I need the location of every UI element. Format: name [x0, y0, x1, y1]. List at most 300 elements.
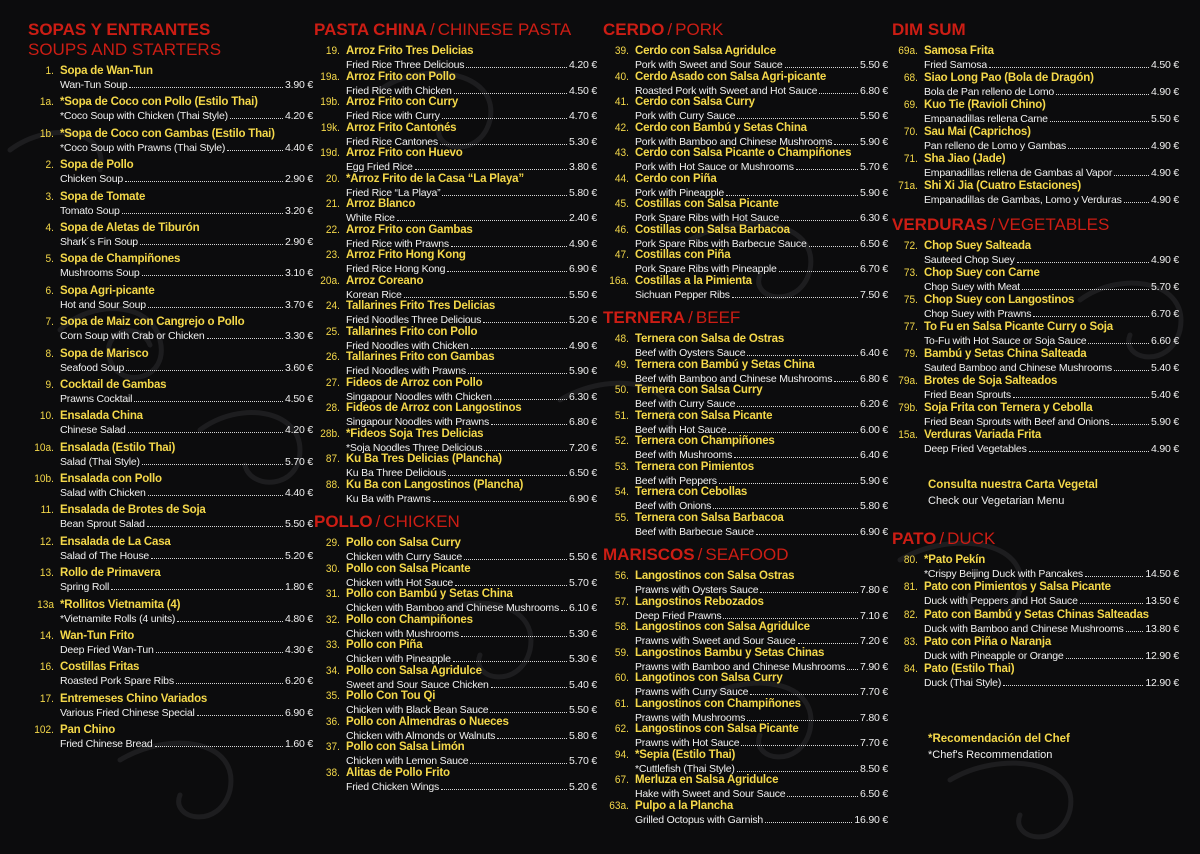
- menu-item: [603, 223, 888, 249]
- item-price: 3.60 €: [285, 361, 313, 374]
- item-description-row: [60, 612, 313, 626]
- item-title: *Sopa de Coco con Gambas (Estilo Thai): [60, 127, 275, 140]
- dotted-leader: [142, 464, 283, 465]
- item-description-row: [924, 649, 1179, 663]
- item-price: 14.50 €: [1145, 568, 1179, 580]
- item-price: 4.40 €: [285, 141, 313, 154]
- dotted-leader: [1085, 576, 1143, 577]
- menu-item: [28, 441, 313, 472]
- item-title: *Fideos Soja Tres Delicias: [346, 427, 484, 440]
- item-title: Ensalada con Pollo: [60, 473, 162, 486]
- item-price: 2.40 €: [569, 212, 597, 224]
- item-title: Langostinos Bambu y Setas Chinas: [635, 646, 825, 659]
- section-title: VERDURAS / VEGETABLES: [892, 215, 1110, 234]
- section-title: PASTA CHINA / CHINESE PASTA: [314, 20, 572, 39]
- item-title: Ensalada de La Casa: [60, 535, 171, 548]
- item-description-row: [60, 204, 313, 218]
- menu-item: [603, 722, 888, 748]
- item-title: Pato (Estilo Thai): [924, 663, 1015, 676]
- item-description-row: [60, 361, 313, 375]
- item-number: 63a.: [609, 799, 629, 812]
- item-price: 6.40 €: [860, 347, 888, 359]
- section-title: POLLO / CHICKEN: [314, 512, 460, 531]
- dotted-leader: [723, 618, 858, 619]
- item-title: Siao Long Pao (Bola de Dragón): [924, 72, 1094, 84]
- item-description-row: [60, 580, 313, 594]
- dotted-leader: [125, 181, 283, 182]
- item-number: 88.: [325, 478, 340, 491]
- item-number: 39.: [614, 45, 629, 57]
- dotted-leader: [713, 508, 858, 509]
- menu-items: [603, 569, 888, 824]
- menu-item: [28, 629, 313, 660]
- item-number: 60.: [614, 672, 629, 684]
- item-title: Pollo con Champiñones: [346, 613, 473, 626]
- item-number: 15a.: [898, 429, 918, 441]
- item-description: Singapour Noodles with Prawns: [346, 416, 490, 428]
- item-title: Ternera con Bambú y Setas China: [635, 358, 815, 371]
- dotted-leader: [785, 67, 858, 68]
- item-description-row: [60, 486, 313, 500]
- item-number: 71a.: [898, 180, 918, 192]
- item-price: 2.90 €: [285, 235, 313, 248]
- item-title: Sopa de Champiñones: [60, 253, 181, 266]
- item-price: 6.20 €: [285, 675, 313, 688]
- dotted-leader: [750, 694, 858, 695]
- item-number: 27.: [325, 376, 340, 389]
- item-description: Spring Roll: [60, 581, 110, 594]
- dotted-leader: [1003, 685, 1143, 686]
- item-title: Sha Jiao (Jade): [924, 153, 1006, 165]
- menu-item: [314, 121, 597, 147]
- menu-item: [28, 503, 313, 534]
- item-description: Roasted Pork with Sweet and Hot Sauce: [635, 84, 818, 97]
- dotted-leader: [453, 661, 567, 662]
- item-price: 3.90 €: [285, 79, 313, 91]
- menu-item: [28, 221, 313, 252]
- menu-item: [892, 239, 1179, 266]
- item-title: Cerdo con Salsa Picante o Champiñones: [635, 147, 852, 159]
- menu-item: [892, 44, 1179, 71]
- item-price: 5.70 €: [569, 576, 597, 589]
- menu-item: [314, 638, 597, 664]
- item-title: Costillas con Salsa Picante: [635, 198, 779, 210]
- item-number: 9.: [45, 378, 54, 391]
- dotted-leader: [451, 246, 567, 247]
- menu-item: [603, 697, 888, 723]
- menu-item: [603, 620, 888, 646]
- menu-item: [603, 485, 888, 511]
- dotted-leader: [756, 534, 858, 535]
- menu-item: [28, 692, 313, 723]
- section-duck: [892, 529, 1179, 763]
- item-title: Pollo con Salsa Picante: [346, 562, 471, 575]
- item-number: 45.: [614, 198, 629, 210]
- item-title: Shi Xi Jia (Cuatro Estaciones): [924, 180, 1081, 192]
- item-description: Seafood Soup: [60, 361, 125, 374]
- item-number: 77.: [903, 321, 918, 333]
- menu-item: [892, 428, 1179, 455]
- section-title-en: BEEF: [695, 308, 741, 327]
- dotted-leader: [497, 738, 567, 739]
- menu-items: [603, 332, 888, 536]
- item-price: 6.30 €: [860, 212, 888, 224]
- item-description: Grilled Octopus with Garnish: [635, 813, 764, 826]
- dotted-leader: [207, 338, 283, 339]
- menu-item: [28, 566, 313, 597]
- dotted-leader: [197, 715, 283, 716]
- menu-item: [603, 773, 888, 799]
- item-description-row: [346, 492, 597, 506]
- dotted-leader: [747, 720, 858, 721]
- item-number: 13.: [39, 567, 54, 580]
- column-1: [28, 20, 313, 764]
- item-description: Pork with Sweet and Sour Sauce: [635, 59, 783, 71]
- item-price: 5.80 €: [860, 500, 888, 512]
- menu-item: [892, 320, 1179, 347]
- item-description: Empanadillas rellena Carne: [924, 113, 1048, 125]
- dotted-leader: [148, 307, 283, 308]
- dotted-leader: [726, 195, 858, 196]
- item-price: 7.90 €: [860, 660, 888, 673]
- item-price: 5.20 €: [285, 549, 313, 562]
- menu-item: [314, 350, 597, 376]
- item-price: 8.50 €: [860, 762, 888, 775]
- item-description-row: [924, 253, 1179, 267]
- item-number: 1a.: [39, 96, 54, 109]
- item-number: 49.: [614, 358, 629, 371]
- dotted-leader: [129, 87, 283, 88]
- vegetarian-note-en: Check our Vegetarian Menu: [928, 495, 1065, 507]
- item-price: 12.90 €: [1145, 677, 1179, 690]
- item-title: Ku Ba con Langostinos (Plancha): [346, 478, 524, 491]
- item-description: Salad with Chicken: [60, 487, 146, 500]
- item-number: 6.: [45, 284, 54, 297]
- item-price: 6.50 €: [860, 788, 888, 800]
- dotted-leader: [1056, 94, 1149, 95]
- menu-item: [603, 44, 888, 70]
- item-description: Duck with Pineapple or Orange: [924, 649, 1064, 662]
- item-number: 53.: [614, 460, 629, 473]
- item-description: Pork Spare Ribs with Pineapple: [635, 263, 777, 275]
- menu-item: [28, 315, 313, 346]
- dotted-leader: [148, 495, 283, 496]
- item-description: Fried Chicken Wings: [346, 780, 440, 793]
- menu-item: [603, 332, 888, 358]
- item-price: 4.90 €: [1151, 167, 1179, 179]
- section-chicken: [314, 512, 597, 791]
- item-description-row: [924, 567, 1179, 581]
- menu-item: [28, 378, 313, 409]
- dotted-leader: [796, 169, 858, 170]
- item-number: 73.: [903, 267, 918, 279]
- item-title: Costillas Fritas: [60, 661, 140, 674]
- menu-item: [603, 799, 888, 825]
- section-title: [892, 20, 1179, 40]
- item-description: Fried Samosa: [924, 59, 987, 71]
- item-price: 7.70 €: [860, 737, 888, 749]
- item-description: Chicken with Bamboo and Chinese Mushrooms: [346, 602, 559, 614]
- item-description: Ku Ba with Prawns: [346, 492, 431, 505]
- item-description: Pork with Curry Sauce: [635, 110, 736, 122]
- section-seafood: [603, 545, 888, 824]
- item-price: 6.00 €: [860, 423, 888, 436]
- item-price: 7.80 €: [860, 584, 888, 596]
- menu-item: [314, 715, 597, 741]
- item-title: Fideos de Arroz con Langostinos: [346, 402, 522, 414]
- item-price: 4.90 €: [1151, 86, 1179, 98]
- item-title: Sopa Agri-picante: [60, 284, 155, 297]
- item-description: Pan relleno de Lomo y Gambas: [924, 140, 1067, 152]
- item-description-row: [924, 280, 1179, 294]
- menu-item: [603, 70, 888, 96]
- item-description-row: [924, 193, 1179, 207]
- item-price: 3.20 €: [285, 204, 313, 217]
- item-description-row: [635, 525, 888, 539]
- item-description: Fried Rice “La Playa”: [346, 186, 441, 199]
- dotted-leader: [448, 475, 567, 476]
- item-price: 6.40 €: [860, 449, 888, 461]
- item-description-row: [924, 388, 1179, 402]
- menu-item: [603, 383, 888, 409]
- item-title: Pollo Con Tou Qi: [346, 690, 436, 702]
- menu-item: [892, 71, 1179, 98]
- item-title: Arroz Blanco: [346, 198, 416, 210]
- item-description-row: [60, 423, 313, 437]
- item-number: 29.: [325, 537, 340, 549]
- item-description-row: [635, 288, 888, 302]
- item-price: 7.80 €: [860, 711, 888, 724]
- section-chinese-pasta: [314, 20, 597, 503]
- item-price: 5.40 €: [1151, 362, 1179, 374]
- item-price: 5.40 €: [1151, 389, 1179, 401]
- item-title: Pulpo a la Plancha: [635, 799, 734, 812]
- item-description-row: [924, 112, 1179, 126]
- dotted-leader: [719, 483, 858, 484]
- item-title: Soja Frita con Ternera y Cebolla: [924, 402, 1093, 414]
- item-price: 4.90 €: [1151, 194, 1179, 206]
- item-price: 4.90 €: [1151, 443, 1179, 455]
- item-description: Deep Fried Vegetables: [924, 443, 1027, 455]
- item-number: 75.: [903, 294, 918, 306]
- item-description: Empanadillas rellena de Gambas al Vapor: [924, 167, 1113, 179]
- item-description: Pork with Hot Sauce or Mushrooms: [635, 161, 794, 173]
- dotted-leader: [787, 796, 858, 797]
- item-title: Ternera con Salsa Picante: [635, 409, 773, 422]
- item-description-row: [60, 706, 313, 720]
- menu-item: [603, 646, 888, 672]
- item-title: Arroz Coreano: [346, 274, 424, 287]
- item-price: 12.90 €: [1145, 649, 1179, 662]
- menu-item: [603, 409, 888, 435]
- item-price: 5.70 €: [1151, 281, 1179, 293]
- menu-item: [314, 248, 597, 274]
- item-description: Prawns with Bamboo and Chinese Mushrooms: [635, 660, 846, 673]
- menu-item: [603, 434, 888, 460]
- item-title: Sopa de Tomate: [60, 190, 146, 203]
- item-description: Chicken with Almonds or Walnuts: [346, 729, 496, 742]
- item-price: 6.90 €: [860, 525, 888, 538]
- item-title: *Sopa de Coco con Pollo (Estilo Thai): [60, 96, 258, 109]
- item-title: Arroz Frito Hong Kong: [346, 249, 466, 261]
- item-price: 4.90 €: [569, 339, 597, 352]
- item-description: Fried Bean Sprouts with Beef and Onions: [924, 416, 1110, 428]
- section-title-es: DIM SUM: [892, 20, 966, 39]
- item-number: 12.: [39, 535, 54, 548]
- item-price: 5.80 €: [569, 186, 597, 199]
- item-description: Egg Fried Rice: [346, 161, 413, 173]
- dotted-leader: [404, 297, 567, 298]
- item-description: Beef with Onions: [635, 500, 712, 512]
- dotted-leader: [111, 589, 283, 590]
- dotted-leader: [442, 118, 567, 119]
- item-number: 19d.: [320, 147, 340, 159]
- dotted-leader: [1033, 316, 1149, 317]
- item-number: 13a: [37, 598, 54, 611]
- item-price: 3.70 €: [285, 298, 313, 311]
- item-description-row: [346, 780, 597, 794]
- section-vegetables: [892, 215, 1179, 509]
- item-number: 94.: [614, 748, 629, 761]
- dotted-leader: [561, 610, 567, 611]
- item-price: 1.60 €: [285, 738, 313, 751]
- item-description: Chop Suey with Meat: [924, 281, 1021, 293]
- item-number: 20a.: [320, 274, 340, 287]
- dotted-leader: [227, 150, 283, 151]
- menu-item: [892, 580, 1179, 607]
- menu-item: [603, 569, 888, 595]
- item-title: Pollo con Salsa Curry: [346, 537, 461, 549]
- item-number: 20.: [325, 172, 340, 185]
- item-title: Arroz Frito con Gambas: [346, 223, 473, 236]
- item-title: Tallarines Frito con Pollo: [346, 325, 478, 338]
- item-number: 55.: [614, 511, 629, 524]
- item-description: White Rice: [346, 212, 395, 224]
- item-title: *Pato Pekín: [924, 554, 986, 566]
- section-title-en: SOUPS AND STARTERS: [28, 40, 222, 59]
- item-title: Sopa de Marisco: [60, 347, 149, 360]
- item-description: Korean Rice: [346, 288, 402, 301]
- item-title: Pollo con Almendras o Nueces: [346, 715, 509, 728]
- item-number: 33.: [325, 639, 340, 651]
- chef-note-en: *Chef's Recommendation: [928, 749, 1053, 762]
- item-number: 8.: [45, 347, 54, 360]
- item-number: 71.: [903, 153, 918, 165]
- item-description: Prawns with Oysters Sauce: [635, 584, 759, 596]
- dotted-leader: [765, 822, 852, 823]
- item-number: 34.: [325, 664, 340, 677]
- item-title: Bambú y Setas China Salteada: [924, 348, 1087, 360]
- item-description: Sweet and Sour Sauce Chicken: [346, 678, 489, 691]
- menu-item: [892, 266, 1179, 293]
- item-number: 81.: [903, 581, 918, 594]
- menu-items: [314, 536, 597, 791]
- menu-item: [314, 325, 597, 351]
- item-number: 51.: [614, 409, 629, 422]
- item-description: Chicken with Hot Sauce: [346, 576, 454, 589]
- item-description-row: [60, 235, 313, 249]
- item-number: 67.: [614, 774, 629, 786]
- dotted-leader: [128, 432, 283, 433]
- item-price: 4.50 €: [1151, 59, 1179, 71]
- item-title: Pollo con Bambú y Setas China: [346, 588, 513, 600]
- item-price: 7.10 €: [860, 609, 888, 622]
- item-title: Ku Ba Tres Delicias (Plancha): [346, 453, 502, 465]
- item-description: Salad (Thai Style): [60, 455, 140, 468]
- menu-item: [314, 401, 597, 427]
- dotted-leader: [490, 712, 567, 713]
- dotted-leader: [732, 297, 858, 298]
- menu-item: [28, 660, 313, 691]
- item-price: 6.20 €: [860, 398, 888, 410]
- dotted-leader: [454, 93, 567, 94]
- item-description: Empanadillas de Gambas, Lomo y Verduras: [924, 194, 1122, 206]
- menu-item: [314, 587, 597, 613]
- item-description-row: [60, 141, 313, 155]
- item-number: 79.: [903, 348, 918, 360]
- section-title-es: PASTA CHINA: [314, 20, 428, 39]
- menu-item: [28, 598, 313, 629]
- menu-item: [603, 197, 888, 223]
- item-title: Sopa de Pollo: [60, 159, 134, 172]
- item-title: Tallarines Frito con Gambas: [346, 351, 495, 363]
- item-price: 5.20 €: [569, 314, 597, 326]
- item-title: Ternera con Champiñones: [635, 435, 775, 447]
- dotted-leader: [1029, 451, 1149, 452]
- menu-item: [314, 299, 597, 325]
- menu-item: [314, 376, 597, 402]
- dotted-leader: [1066, 658, 1144, 659]
- item-number: 2.: [45, 159, 54, 172]
- item-description: *Coco Soup with Prawns (Thai Style): [60, 141, 226, 154]
- item-price: 5.50 €: [860, 110, 888, 122]
- section-title-en: SEAFOOD: [705, 545, 789, 564]
- item-price: 5.50 €: [1151, 113, 1179, 125]
- dotted-leader: [834, 381, 858, 382]
- item-title: Langostinos Rebozados: [635, 595, 764, 608]
- menu-item: [314, 766, 597, 792]
- dotted-leader: [1111, 424, 1149, 425]
- menu-item: [314, 664, 597, 690]
- item-title: Pollo con Salsa Agridulce: [346, 664, 482, 677]
- menu-item: [314, 274, 597, 300]
- section-title-es: POLLO: [314, 512, 373, 531]
- item-description-row: [60, 298, 313, 312]
- menu-item: [28, 535, 313, 566]
- item-title: Samosa Frita: [924, 45, 994, 57]
- item-description-row: [60, 266, 313, 280]
- dotted-leader: [491, 424, 567, 425]
- item-description: Fried Noodles with Chicken: [346, 339, 469, 352]
- item-description: Fried Rice with Curry: [346, 110, 440, 122]
- item-number: 82.: [903, 608, 918, 621]
- item-title: Sau Mai (Caprichos): [924, 126, 1031, 138]
- dotted-leader: [728, 432, 858, 433]
- item-number: 19k.: [320, 121, 340, 134]
- item-description: Beef with Curry Sauce: [635, 398, 736, 410]
- dotted-leader: [734, 457, 858, 458]
- item-title: Arroz Frito con Huevo: [346, 147, 463, 159]
- item-title: Langostinos con Salsa Ostras: [635, 570, 795, 582]
- item-title: Costillas con Salsa Barbacoa: [635, 223, 790, 236]
- item-title: *Rollitos Vietnamita (4): [60, 598, 181, 611]
- dotted-leader: [464, 559, 567, 560]
- item-description: Roasted Pork Spare Ribs: [60, 675, 174, 688]
- item-number: 19.: [325, 45, 340, 57]
- item-number: 4.: [45, 221, 54, 234]
- menu-item: [892, 553, 1179, 580]
- item-price: 4.80 €: [285, 612, 313, 625]
